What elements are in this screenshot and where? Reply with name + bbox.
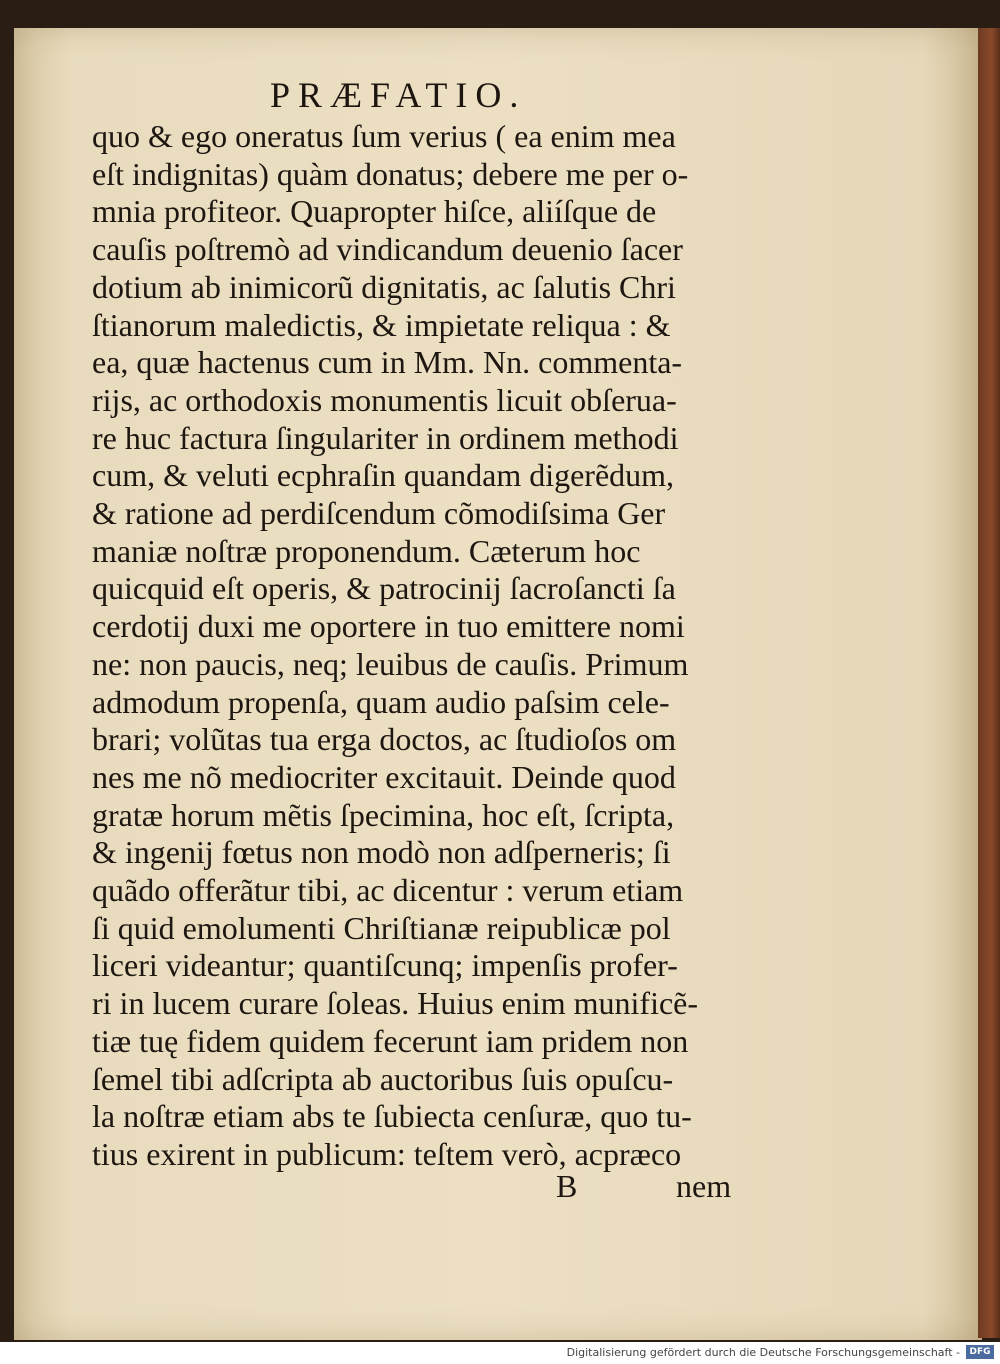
text-line: re huc factura ſingulariter in ordinem methodi — [92, 419, 679, 456]
text-line: rijs, ac orthodoxis monumentis licuit obſerua- — [92, 381, 677, 418]
text-line: admodum propenſa, quam audio paſsim cele- — [92, 683, 670, 720]
text-line: quo & ego oneratus ſum verius ( ea enim mea — [92, 118, 676, 154]
text-line: cerdotij duxi me oportere in tuo emittere nomi — [92, 608, 685, 645]
text-line: liceri videantur; quantiſcunq; impenſis profer- — [92, 947, 678, 984]
text-line: cauſis poſtremò ad vindicandum deuenio ſacer — [92, 231, 683, 268]
text-line: gratæ horum mẽtis ſpecimina, hoc eſt, ſcripta, — [92, 796, 675, 833]
text-line: ſemel tibi adſcripta ab auctoribus ſuis opuſcu- — [92, 1060, 674, 1097]
text-line: & ratione ad perdiſcendum cõmodiſsima Ger — [92, 495, 666, 532]
text-line: ea, quæ hactenus cum in Mm. Nn. commenta- — [92, 344, 683, 381]
footer-credit: Digitalisierung gefördert durch die Deutsche Forschungsgemeinschaft - — [566, 1346, 960, 1359]
page-header: PRÆFATIO. — [270, 75, 527, 115]
text-line: ri in lucem curare ſoleas. Huius enim munificẽ- — [92, 985, 699, 1022]
text-line: eſt indignitas) quàm donatus; debere me per o- — [92, 155, 689, 192]
book-cover-edge — [978, 28, 1000, 1338]
text-line: nes me nõ mediocriter excitauit. Deinde quod — [92, 758, 676, 795]
text-line: dotium ab inimicorũ dignitatis, ac ſalutis Chri — [92, 268, 676, 305]
text-line: ne: non paucis, neq; leuibus de cauſis. Primum — [92, 645, 689, 682]
text-line: quãdo offerãtur tibi, ac dicentur : verum etiam — [92, 872, 684, 909]
text-line: tiæ tuę fidem quidem fecerunt iam pridem non — [92, 1022, 689, 1059]
text-line: la noſtræ etiam abs te ſubiecta cenſuræ, quo tu- — [92, 1098, 692, 1135]
text-line: maniæ noſtræ proponendum. Cæterum hoc — [92, 532, 641, 569]
dfg-logo: DFG — [966, 1345, 994, 1359]
text-line: tius exirent in publicum: teſtem verò, acpræco — [92, 1135, 682, 1172]
text-line: brari; volũtas tua erga doctos, ac ſtudioſos om — [92, 721, 677, 758]
text-line: cum, & veluti ecphraſin quandam digerẽdum, — [92, 457, 675, 494]
text-line: ſtianorum maledictis, & impietate reliqua : & — [92, 306, 671, 343]
text-line: quicquid eſt operis, & patrocinij ſacroſancti ſa — [92, 570, 676, 607]
catchword: nem — [676, 1168, 732, 1204]
body-text — [92, 118, 772, 1174]
text-line: & ingenij fœtus non modò non adſperneris; ſi — [92, 834, 671, 871]
text-line: ſi quid emolumenti Chriſtianæ reipublicæ pol — [92, 909, 671, 946]
text-line: mnia profiteor. Quapropter hiſce, aliíſque de — [92, 193, 657, 230]
signature-mark: B — [556, 1168, 578, 1204]
